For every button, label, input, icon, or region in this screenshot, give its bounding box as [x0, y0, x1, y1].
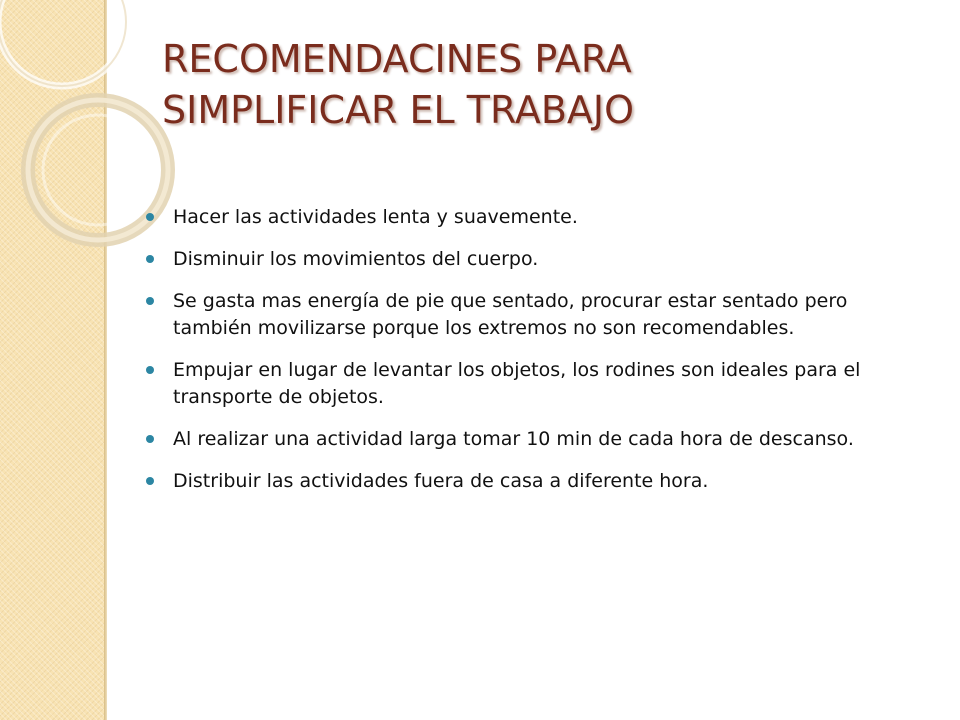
slide-title — [162, 34, 922, 136]
bullet-item — [146, 288, 888, 342]
bullet-item — [146, 246, 888, 273]
title-line-1: RECOMENDACINES PARA — [162, 37, 632, 81]
bullet-text: Hacer las actividades lenta y suavemente. — [173, 206, 578, 228]
bullet-dot-icon — [146, 255, 154, 263]
bullet-item — [146, 426, 888, 453]
bullet-dot-icon — [146, 297, 154, 305]
bullet-text: Se gasta mas energía de pie que sentado, procurar estar sentado pero también movilizarse porque los extremos no son recomendables. — [173, 290, 848, 339]
title-line-2: SIMPLIFICAR EL TRABAJO — [162, 88, 634, 132]
bullet-item — [146, 204, 888, 231]
bullet-text: Al realizar una actividad larga tomar 10 min de cada hora de descanso. — [173, 428, 854, 450]
bullet-list — [146, 204, 888, 510]
bullet-dot-icon — [146, 477, 154, 485]
bullet-dot-icon — [146, 213, 154, 221]
bullet-text: Disminuir los movimientos del cuerpo. — [173, 248, 539, 270]
bullet-text: Empujar en lugar de levantar los objetos, los rodines son ideales para el transporte de objetos. — [173, 359, 861, 408]
bullet-dot-icon — [146, 435, 154, 443]
bullet-text: Distribuir las actividades fuera de casa a diferente hora. — [173, 470, 709, 492]
bullet-item — [146, 468, 888, 495]
bullet-item — [146, 357, 888, 411]
bullet-dot-icon — [146, 366, 154, 374]
